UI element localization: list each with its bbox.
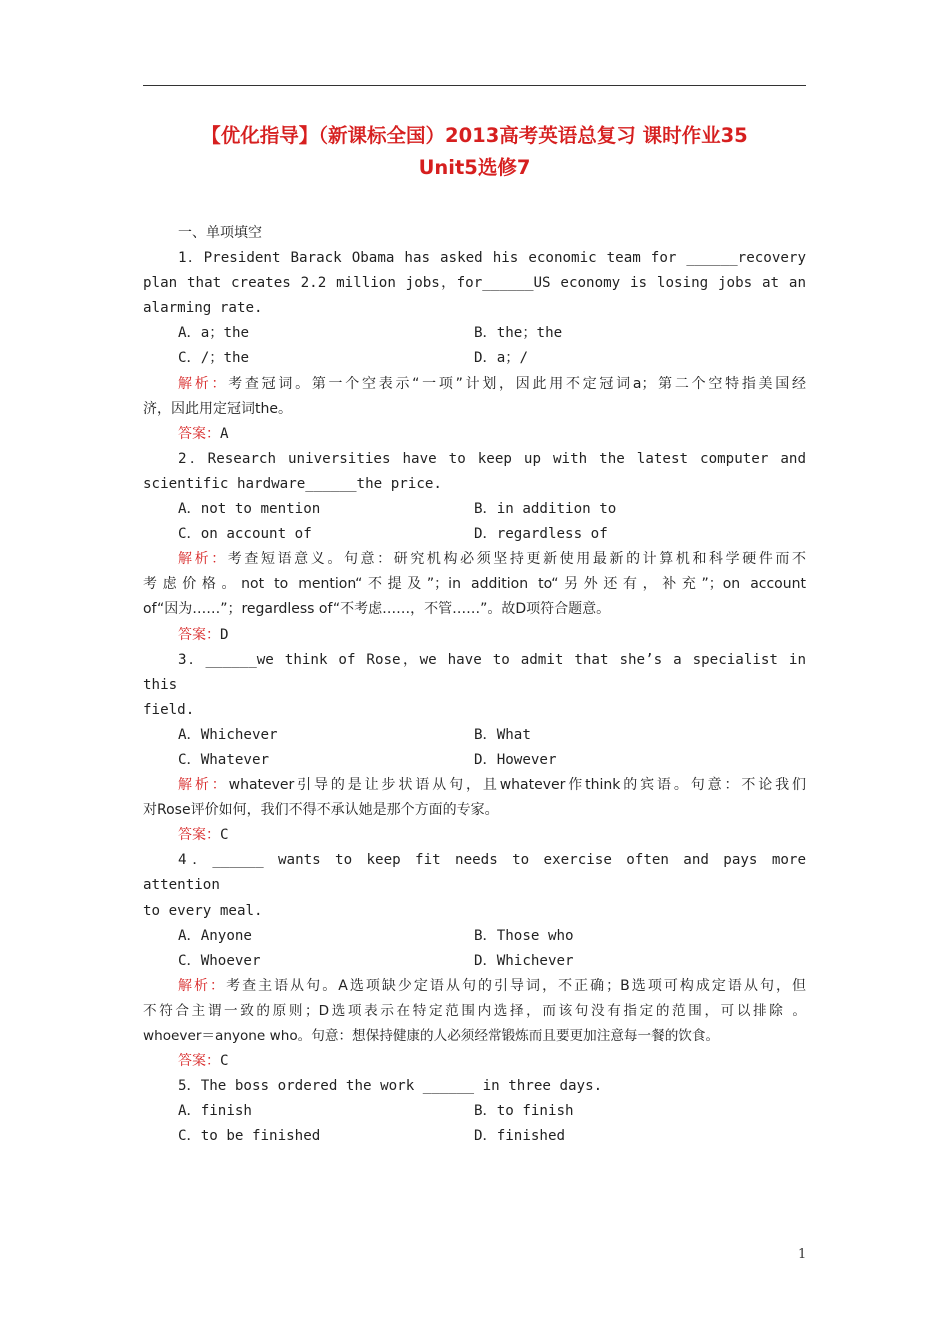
options-row (143, 924, 806, 949)
question-4 (143, 848, 806, 1074)
analysis-text: 考虑价格。not to mention“不提及”；in addition to“另外还有，补充”；on account (143, 576, 806, 593)
answer-label: 答案： (178, 827, 220, 844)
option-b: B．to finish (474, 1103, 574, 1120)
option-c: C．Whoever (178, 952, 261, 969)
answer-label: 答案： (178, 1053, 220, 1070)
analysis-text: 考查短语意义。句意：研究机构必须坚持更新使用最新的计算机和科学硬件而不 (227, 551, 807, 568)
answer-value: C (220, 1053, 229, 1070)
question-stem: 2．Research universities have to keep up with the latest computer and (178, 450, 806, 467)
analysis-text: 考查主语从句。A选项缺少定语从句的引导词，不正确；B选项可构成定语从句，但 (226, 977, 807, 994)
analysis (143, 547, 806, 572)
answer (143, 823, 806, 848)
section-heading: 一、单项填空 (178, 225, 262, 241)
options-row (143, 522, 806, 547)
answer (143, 623, 806, 648)
document-title (143, 120, 806, 184)
analysis-text: whoever＝anyone who。句意：想保持健康的人必须经常锻炼而且要更加注意每一餐的饮食。 (143, 1028, 720, 1044)
question-stem: 1．President Barack Obama has asked his economic team for ______recovery (178, 250, 806, 267)
analysis-text: 考查冠词。第一个空表示“一项”计划，因此用不定冠词a；第二个空特指美国经 (228, 375, 806, 392)
analysis-text: of“因为……”；regardless of“不考虑……，不管……”。故D项符合题意。 (143, 601, 611, 618)
option-d: D．finished (474, 1128, 566, 1145)
option-d: D．a；/ (474, 350, 528, 367)
question-stem: alarming rate. (143, 300, 263, 317)
question-2 (143, 447, 806, 648)
analysis-text: whatever引导的是让步状语从句，且whatever作think的宾语。句意：不论我们 (228, 777, 806, 794)
answer-value: D (220, 626, 229, 643)
title-line-2: Unit5选修7 (418, 156, 531, 179)
answer-label: 答案： (178, 425, 220, 442)
analysis-label: 解析： (178, 977, 227, 994)
option-d: D．However (474, 751, 557, 768)
analysis-text: 济，因此用定冠词the。 (143, 400, 292, 417)
question-stem: plan that creates 2.2 million jobs，for______US economy is losing jobs at an (143, 275, 806, 292)
option-c: C．Whatever (178, 751, 270, 768)
question-stem: 5．The boss ordered the work ______ in three days. (178, 1078, 603, 1095)
analysis-label: 解析： (178, 551, 228, 568)
analysis-label: 解析： (178, 375, 229, 392)
options-row (143, 497, 806, 522)
analysis-text: 不符合主谓一致的原则；D选项表示在特定范围内选择，而该句没有指定的范围，可以排除 。 (143, 1002, 806, 1019)
option-b: B．Those who (474, 927, 574, 944)
question-stem: to every meal. (143, 902, 263, 919)
answer-label: 答案： (178, 626, 220, 643)
option-c: C．to be finished (178, 1128, 321, 1145)
option-b: B．the；the (474, 325, 563, 342)
answer-value: A (220, 425, 229, 442)
question-stem: scientific hardware______the price. (143, 475, 442, 492)
option-c: C．on account of (178, 526, 312, 543)
option-d: D．Whichever (474, 952, 574, 969)
analysis (143, 372, 806, 397)
question-5 (143, 1074, 806, 1149)
options-row (143, 748, 806, 773)
answer (143, 1049, 806, 1074)
option-a: A．Anyone (178, 927, 252, 944)
analysis (143, 974, 806, 999)
option-b: B．in addition to (474, 501, 617, 518)
option-a: A．a；the (178, 325, 250, 342)
question-1 (143, 246, 806, 447)
analysis (143, 773, 806, 798)
options-row (143, 949, 806, 974)
option-b: B．What (474, 726, 531, 743)
answer (143, 422, 806, 447)
title-line-1: 【优化指导】（新课标全国）2013高考英语总复习 课时作业35 (201, 124, 748, 147)
question-3 (143, 648, 806, 849)
question-stem: field. (143, 701, 195, 718)
header-rule (143, 85, 806, 86)
option-a: A．not to mention (178, 501, 321, 518)
page-number: 1 (798, 1247, 807, 1262)
analysis-label: 解析： (178, 777, 229, 794)
analysis-text: 对Rose评价如何，我们不得不承认她是那个方面的专家。 (143, 802, 499, 819)
options-row (143, 321, 806, 346)
option-a: A．finish (178, 1103, 252, 1120)
options-row (143, 346, 806, 371)
question-stem: 3．______we think of Rose，we have to admit that she’s a specialist in this (143, 651, 806, 693)
options-row (143, 1099, 806, 1124)
options-row (143, 723, 806, 748)
option-a: A．Whichever (178, 726, 278, 743)
option-d: D．regardless of (474, 526, 608, 543)
question-stem: 4．______ wants to keep fit needs to exercise often and pays more attention (143, 852, 806, 894)
answer-value: C (220, 827, 229, 844)
document-body (143, 221, 806, 1149)
option-c: C．/；the (178, 350, 250, 367)
options-row (143, 1124, 806, 1149)
